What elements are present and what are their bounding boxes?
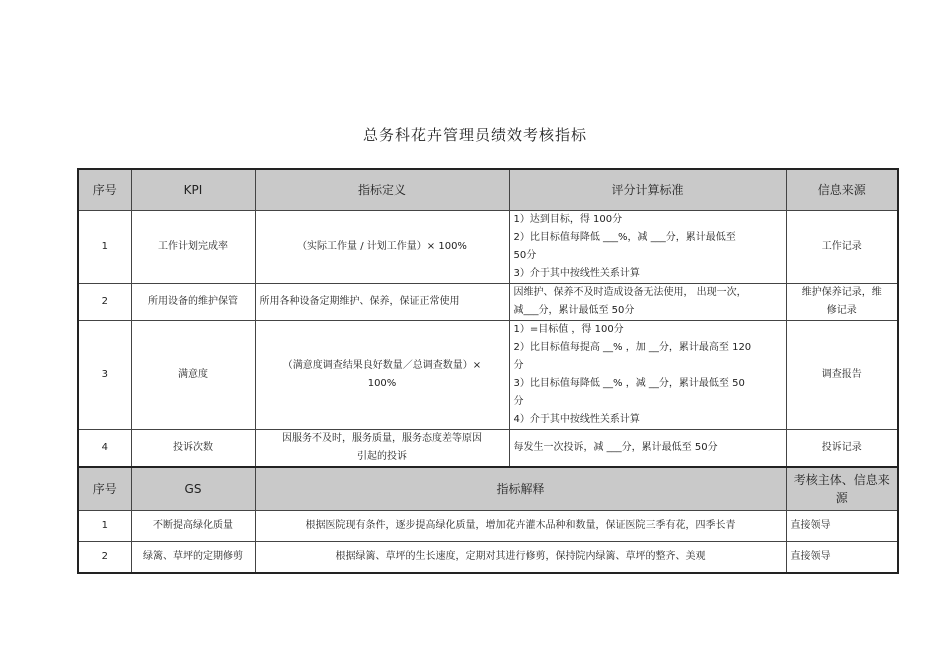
row-definition: [255, 430, 509, 468]
standard-line: 1）=目标值 ，得 100分: [513, 324, 624, 335]
gs-row-no: 2: [78, 542, 131, 574]
row-definition: [255, 284, 509, 321]
gs-header-row: [78, 467, 898, 511]
header-standard: 评分计算标准: [509, 169, 786, 211]
row-no: 2: [78, 284, 131, 321]
row-kpi: 所用设备的维护保管: [131, 284, 255, 321]
gs-row-explain: 根据绿篱、草坪的生长速度，定期对其进行修剪，保持院内绿篱、草坪的整齐、美观: [255, 542, 786, 574]
gs-header-explain: 指标解释: [255, 467, 786, 511]
row-standard: [509, 284, 786, 321]
gs-row-name: 不断提高绿化质量: [131, 511, 255, 542]
standard-line: 因维护、保养不及时造成设备无法使用， 出现一次，: [513, 287, 747, 298]
source-line: 修记录: [826, 305, 857, 316]
source-line: 投诉记录: [821, 442, 862, 453]
header-source: 信息来源: [786, 169, 898, 211]
table-row: [78, 542, 898, 574]
row-standard: [509, 211, 786, 284]
standard-line: 分: [513, 360, 524, 371]
row-no: 4: [78, 430, 131, 468]
standard-line: 每发生一次投诉，减 ___分，累计最低至 50分: [513, 442, 718, 453]
gs-header-no: 序号: [78, 467, 131, 511]
row-source: [786, 211, 898, 284]
gs-row-explain: 根据医院现有条件，逐步提高绿化质量，增加花卉灌木品种和数量，保证医院三季有花，四季长青: [255, 511, 786, 542]
gs-header-source: 考核主体、信息来源: [786, 467, 898, 511]
row-kpi: 投诉次数: [131, 430, 255, 468]
header-kpi: KPI: [131, 169, 255, 211]
definition-line: 因服务不及时，服务质量，服务态度差等原因: [282, 433, 482, 444]
row-source: [786, 430, 898, 468]
table-row: [78, 511, 898, 542]
standard-line: 2）比目标值每提高 __% ，加 __分，累计最高至 120: [513, 342, 752, 353]
row-standard: [509, 430, 786, 468]
definition-line: 所用各种设备定期维护、保养，保证正常使用: [259, 296, 460, 307]
definition-line: 100%: [367, 378, 397, 389]
standard-line: 50分: [513, 250, 537, 261]
row-source: [786, 284, 898, 321]
gs-row-source: 直接领导: [786, 542, 898, 574]
row-kpi: 满意度: [131, 321, 255, 430]
table-row: [78, 211, 898, 284]
table-row: [78, 284, 898, 321]
row-no: 3: [78, 321, 131, 430]
source-line: 调查报告: [821, 369, 862, 380]
row-source: [786, 321, 898, 430]
kpi-header-row: [78, 169, 898, 211]
header-no: 序号: [78, 169, 131, 211]
standard-line: 分: [513, 396, 524, 407]
definition-line: 引起的投诉: [357, 451, 407, 462]
standard-line: 3）介于其中按线性关系计算: [513, 268, 640, 279]
row-definition: [255, 211, 509, 284]
gs-header-gs: GS: [131, 467, 255, 511]
source-line: 工作记录: [821, 241, 862, 252]
document-title: 总务科花卉管理员绩效考核指标: [362, 126, 587, 144]
kpi-table: [77, 168, 899, 574]
standard-line: 4）介于其中按线性关系计算: [513, 414, 640, 425]
table-row: [78, 430, 898, 468]
gs-row-source: 直接领导: [786, 511, 898, 542]
standard-line: 3）比目标值每降低 __% ，减 __分，累计最低至 50: [513, 378, 745, 389]
header-definition: 指标定义: [255, 169, 509, 211]
definition-line: （实际工作量 / 计划工作量）× 100%: [297, 241, 467, 252]
row-definition: [255, 321, 509, 430]
table-row: [78, 321, 898, 430]
gs-row-name: 绿篱、草坪的定期修剪: [131, 542, 255, 574]
definition-line: （满意度调查结果良好数量／总调查数量）×: [282, 360, 482, 371]
standard-line: 减___分，累计最低至 50分: [513, 305, 635, 316]
row-no: 1: [78, 211, 131, 284]
source-line: 维护保养记录，维: [801, 287, 882, 298]
gs-row-no: 1: [78, 511, 131, 542]
standard-line: 1）达到目标，得 100分: [513, 214, 623, 225]
standard-line: 2）比目标值每降低 ___%，减 ___分，累计最低至: [513, 232, 736, 243]
row-kpi: 工作计划完成率: [131, 211, 255, 284]
row-standard: [509, 321, 786, 430]
